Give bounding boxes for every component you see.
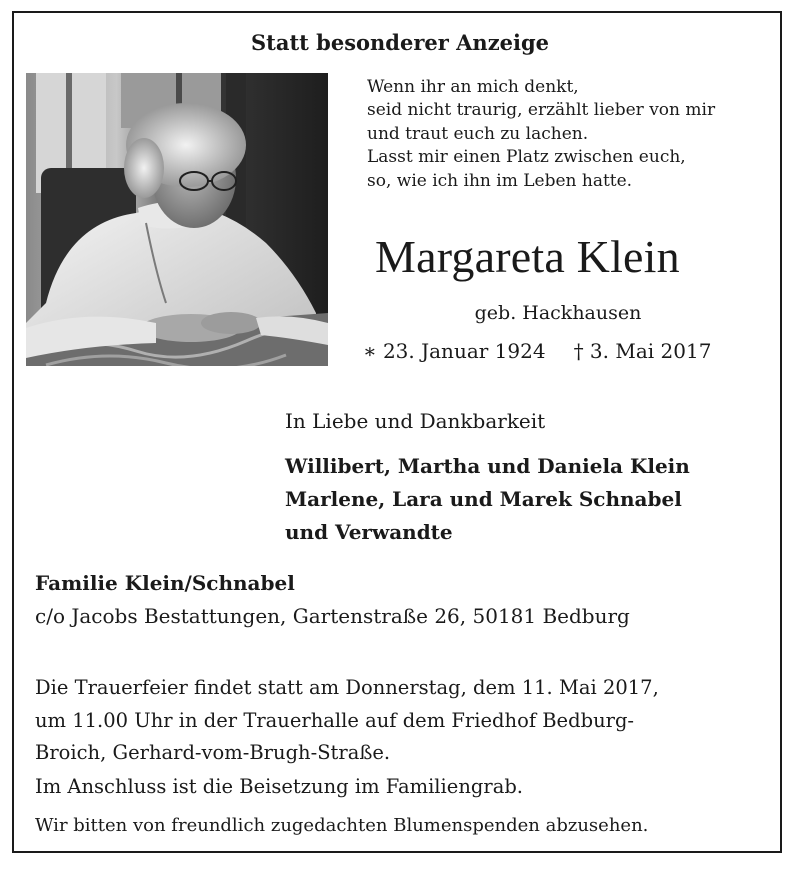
death-date: 3. Mai 2017	[589, 339, 712, 363]
poem-line: seid nicht traurig, erzählt lieber von mir	[367, 100, 716, 121]
cross-icon: †	[573, 339, 584, 363]
flowers-note: Wir bitten von freundlich zugedachten Blumenspenden abzusehen.	[35, 815, 649, 836]
mourner-line: Marlene, Lara und Marek Schnabel	[285, 487, 682, 511]
contact-title: Familie Klein/Schnabel	[35, 571, 295, 595]
birth-name: geb. Hackhausen	[474, 302, 642, 324]
deceased-name: Margareta Klein	[375, 231, 680, 282]
poem-line: so, wie ich ihn im Leben hatte.	[367, 170, 633, 191]
poem-line: Lasst mir einen Platz zwischen euch,	[367, 147, 686, 168]
poem	[367, 76, 715, 193]
funeral-line: Broich, Gerhard-vom-Brugh-Straße.	[35, 741, 391, 764]
poem-line: und traut euch zu lachen.	[367, 123, 589, 144]
funeral-line: Die Trauerfeier findet statt am Donnerstag, dem 11. Mai 2017,	[35, 676, 659, 699]
mourners-intro: In Liebe und Dankbarkeit	[285, 409, 546, 433]
life-dates	[363, 339, 711, 363]
mourners-list	[285, 450, 690, 549]
burial-info: Im Anschluss ist die Beisetzung im Familiengrab.	[35, 775, 523, 798]
notice-header: Statt besonderer Anzeige	[250, 30, 550, 55]
funeral-info	[35, 672, 659, 770]
funeral-line: um 11.00 Uhr in der Trauerhalle auf dem Friedhof Bedburg-	[35, 708, 635, 732]
poem-line: Wenn ihr an mich denkt,	[367, 77, 579, 97]
mourner-line: Willibert, Martha und Daniela Klein	[285, 454, 690, 478]
mourner-line: und Verwandte	[285, 520, 453, 544]
contact-address: c/o Jacobs Bestattungen, Gartenstraße 26, 50181 Bedburg	[35, 604, 630, 628]
birth-symbol-icon: ∗	[363, 339, 377, 363]
birth-name-row	[0, 302, 800, 324]
birth-date: 23. Januar 1924	[382, 339, 546, 363]
